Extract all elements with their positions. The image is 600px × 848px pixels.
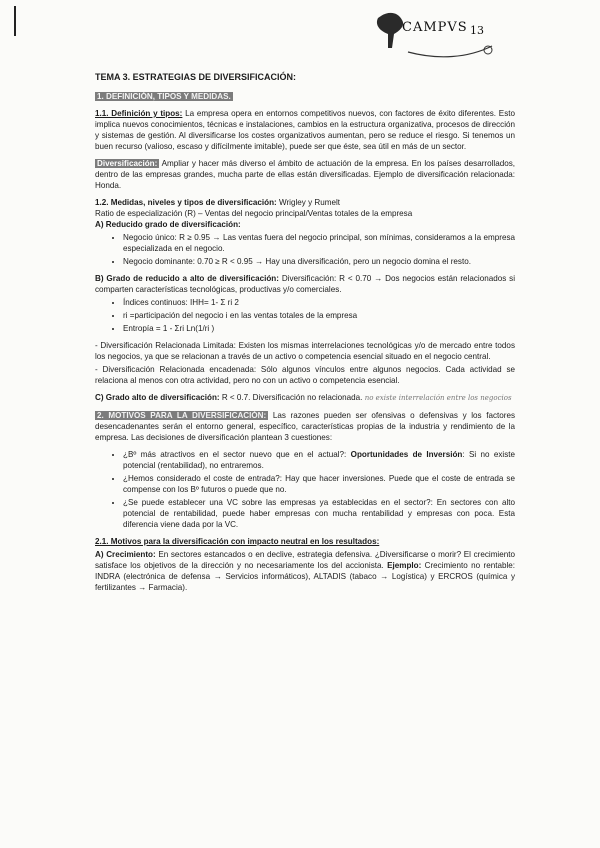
grado-b-text: Diversificación: R < 0.70 → Dos negocios están relacionados si comparten características tecnológicas, productivas y/o comerciales. [95, 274, 515, 294]
diversificacion-text: Ampliar y hacer más diverso el ámbito de actuación de la empresa. En los países desarrollados, dentro de las empresas grandes, mucha parte de ellas están diversificadas. Ejemplo de diversificación relacionada: Honda. [95, 159, 515, 190]
list-item [123, 449, 515, 471]
diversificacion-label: Diversificación: [97, 159, 158, 168]
motivos-text: Las razones pueden ser ofensivas o defensivas y los factores desencadenantes serán el entorno general, específico, características propias de la industria y rendimiento de la empresa. Las decisiones de diversificación plantean 3 cuestiones: [95, 411, 515, 442]
handwritten-note: no existe interrelación entre los negocios [364, 394, 512, 402]
section-2-heading: 2. MOTIVOS PARA LA DIVERSIFICACIÓN: [97, 411, 267, 420]
paragraph-grado-c [95, 392, 515, 404]
list-item: • Negocio dominante: 0.70 ≥ R < 0.95 → Hay una diversificación, pero un negocio domina el resto. [123, 256, 515, 267]
medidas-label: 1.2. Medidas, niveles y tipos de diversificación: [95, 198, 277, 207]
section-2-1-heading: 2.1. Motivos para la diversificación con impacto neutral en los resultados: [95, 537, 380, 546]
reducido-list [95, 232, 515, 267]
document-body [95, 72, 515, 599]
page-title: TEMA 3. ESTRATEGIAS DE DIVERSIFICACIÓN: [95, 72, 297, 82]
ratio-line: Ratio de especialización (R) – Ventas del negocio principal/Ventas totales de la empresa [95, 209, 413, 218]
question-1-rest: : Si no existe potencial (rentabilidad), no entraremos. [123, 450, 516, 470]
paragraph-grado-b [95, 273, 515, 295]
grado-b-heading: B) Grado de reducido a alto de diversificación: [95, 274, 279, 283]
list-item: • ¿Hemos considerado el coste de entrada?: Hay que hacer inversiones. Puede que el coste de entrada se compense con los Bº futuros o puede que no. [123, 473, 515, 495]
grado-c-heading: C) Grado alto de diversificación: [95, 393, 220, 402]
section-1-heading-line [95, 91, 515, 102]
question-1-text: ¿Bº más atractivos en el sector nuevo que en el actual?: [123, 450, 351, 459]
medidas-authors: Wrigley y Rumelt [276, 198, 340, 207]
paragraph-motivos [95, 410, 515, 443]
crecimiento-label: A) Crecimiento: [95, 550, 156, 559]
logo-number: 13 [470, 24, 484, 37]
list-item: • ri =participación del negocio i en las ventas totales de la empresa [123, 310, 515, 321]
question-1-bold: Oportunidades de Inversión [350, 450, 463, 459]
list-item: • Entropía = 1 - Σri Ln(1/ri ) [123, 323, 515, 334]
grado-c-text: R < 0.7. Diversificación no relacionada. [219, 393, 363, 402]
logo-swirl-icon [408, 46, 492, 57]
paragraph-definition [95, 108, 515, 152]
relacionada-limitada: - Diversificación Relacionada Limitada: Existen los mismas interrelaciones tecnológicas y/o de mercado entre todos los negocios, ya que se relacionan a través de un activo o competencia esencial situado en el negocio central. [95, 341, 515, 361]
definition-label: 1.1. Definición y tipos: [95, 109, 183, 118]
logo-text: CAMPVS [402, 20, 468, 35]
logo-tree-icon [377, 13, 403, 48]
ejemplo-text: Crecimiento no rentable: INDRA (electrónica de defensa → Servicios informáticos), ALTADIS (tabaco → Logística) y ERCROS (química y fertilizantes → Farmacia). [95, 561, 515, 592]
definition-text: La empresa opera en entornos competitivos nuevos, con factores de éxito diferentes. Esto implica nuevos conocimientos, técnicas e instalaciones, cambios en la estructura organizativa, procesos de dirección y sistemas de gestión. Al diversificarse los costes organizativos aumentan, pero se reduce el riesgo. Si tenemos un buen recurso (valioso, escaso y difícilmente imitable), puede ser que éste, sea útil en más de un sector. [95, 109, 515, 151]
crecimiento-text: En sectores estancados o en declive, estrategia defensiva. ¿Diversificarse o morir? El crecimiento satisface los objetivos de la dirección y no necesariamente los del accionista. [95, 550, 515, 570]
list-item: • Índices continuos: IHH= 1- Σ ri 2 [123, 297, 515, 308]
ejemplo-label: Ejemplo: [387, 561, 422, 570]
scan-edge-mark [14, 6, 16, 36]
reducido-heading: A) Reducido grado de diversificación: [95, 220, 241, 229]
paragraph-medidas [95, 197, 515, 208]
cuestiones-list [95, 449, 515, 530]
section-1-heading: 1. DEFINICIÓN, TIPOS Y MEDIDAS. [97, 92, 231, 101]
list-item: • ¿Se puede establecer una VC sobre las empresas ya establecidas en el sector?: En sectores con alto potencial de rentabilidad, puede haber empresas con mucha rentabilidad y empresas con poca. Esta diferencia viene dada por la VC. [123, 497, 515, 530]
list-item: • Negocio único: R ≥ 0.95 → Las ventas fuera del negocio principal, son mínimas, consideramos a la empresa especializada en el negocio. [123, 232, 515, 254]
relacionada-encadenada: - Diversificación Relacionada encadenada: Sólo algunos vínculos entre algunos negocios. Cada actividad se relaciona al menos con otra actividad, pero no con un activo o competencia esencial. [95, 365, 515, 385]
paragraph-diversificacion [95, 158, 515, 191]
indices-list [95, 297, 515, 334]
paragraph-crecimiento [95, 549, 515, 593]
